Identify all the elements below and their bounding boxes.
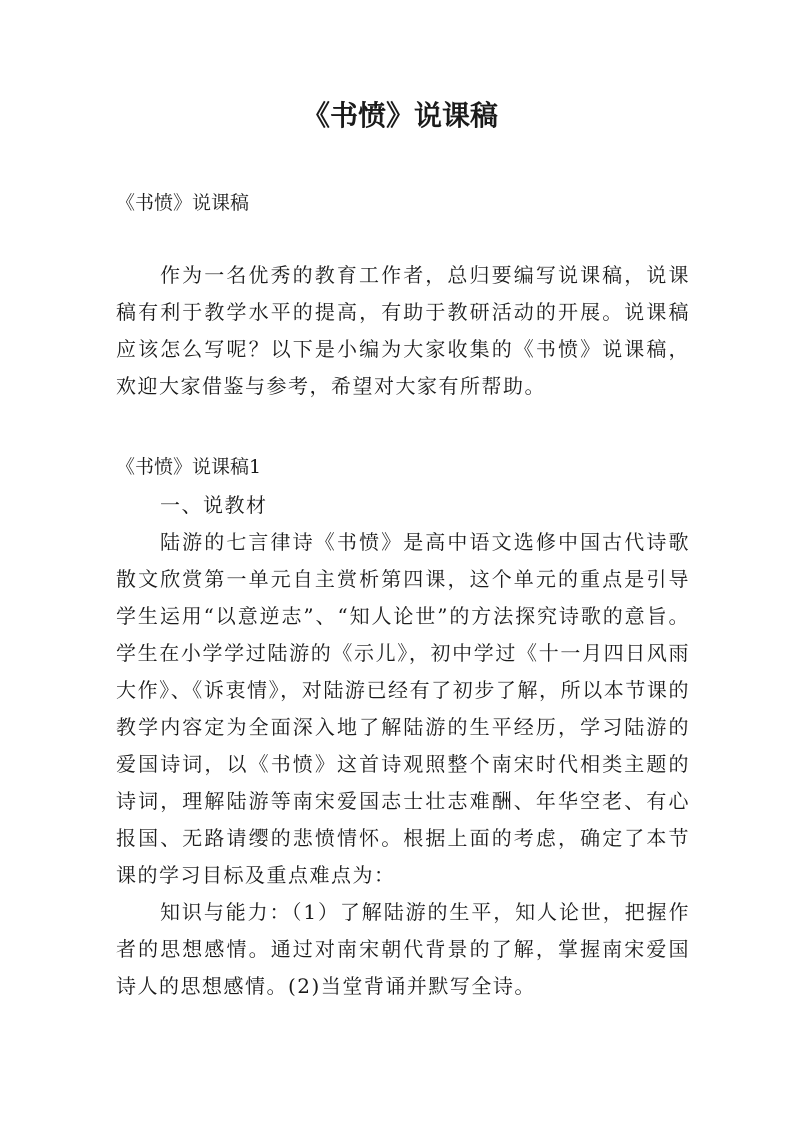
heading-teaching-material: 一、说教材 <box>160 493 268 517</box>
document-subtitle: 《书愤》说课稿 <box>116 192 250 214</box>
body-paragraph: 陆游的七言律诗《书愤》是高中语文选修中国古代诗歌散文欣赏第一单元自主赏析第四课，这个单元的重点是引导学生运用“以意逆志”、“知人论世”的方法探究诗歌的意旨。学生在小学学过陆游的《示儿》，初中学过《十一月四日风雨大作》、《诉衷情》，对陆游已经有了初步了解，所以本节课的教学内容定为全面深入地了解陆游的生平经历，学习陆游的爱国诗词，以《书愤》这首诗观照整个南宋时代相类主题的诗词，理解陆游等南宋爱国志士壮志难酬、年华空老、有心报国、无路请缨的悲愤情怀。根据上面的考虑，确定了本节课的学习目标及重点难点为： <box>116 530 690 887</box>
section-title: 《书愤》说课稿1 <box>116 456 262 478</box>
document-title: 《书愤》说课稿 <box>301 99 498 132</box>
section-body <box>116 487 690 1005</box>
body-paragraph: 知识与能力：（1）了解陆游的生平，知人论世，把握作者的思想感情。通过对南宋朝代背景的了解，掌握南宋爱国诗人的思想感情。(2)当堂背诵并默写全诗。 <box>116 900 690 998</box>
intro-paragraph: 作为一名优秀的教育工作者，总归要编写说课稿，说课稿有利于教学水平的提高，有助于教研活动的开展。说课稿应该怎么写呢？以下是小编为大家收集的《书愤》说课稿，欢迎大家借鉴与参考，希望对大家有所帮助。 <box>116 263 690 398</box>
